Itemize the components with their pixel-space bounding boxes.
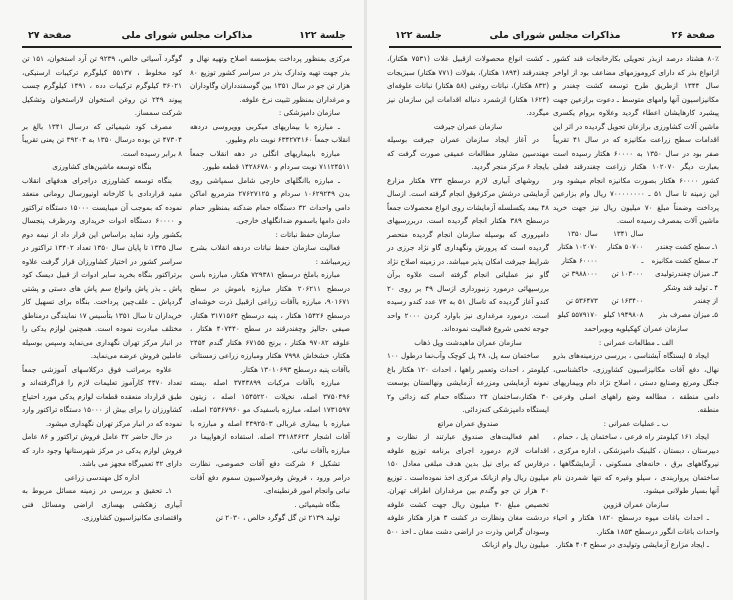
page-27 — [0, 0, 366, 600]
paragraph: گوگرد آسیائی خالص، ۹۲۳۹ تن آرد استخوان، ۱۵۱ تن کود مخلوط ، ۵۵۱۳۷ کیلوگرم ترکیبات ارسنیکی، ۳۶۰۲۱ کیلوگرم ترکیبات دده ، ۱۴۹۱ کیلوگرم چسب پیوند ۲۴۹ تن روغن استخوان لاراستخوان وتشکیل شرکت سمساز. — [22, 54, 182, 117]
table-cell: ۱۰۲۰۷۰ هکتار — [557, 243, 598, 251]
table-cell: ۵۵۷۹۱۷۰ کیلو — [557, 310, 598, 319]
table-row — [553, 241, 719, 255]
page-number: صفحة ۲۷ — [28, 30, 72, 41]
table-cell: ۵۰۷۰۰ هکتار — [607, 243, 644, 251]
paragraph: ایجاد ۱۶۱ کیلومتر راه فرعی ، ساختمان پل ، حمام ، دبیرستان ، دبستان ، کلینیک دامپزشکی ، اداره مرکزی ، نیروگاههای برق ، خانه‌های مسکونی ، آزمایشگاهها ، ساختمان پرواربندی ، سیلو وغیره که تنها شمردن نام آنها بسیار طولانی میشود. — [553, 432, 719, 495]
table-cell: ۵۳۶۴۷۳ تن — [565, 297, 598, 305]
paragraph: ۱ـ تحقیق و بررسی در زمینه مسائل مربوط به آبیاری زهکشی بهسازی اراضی ومسائل فنی واقتصادی مکانیزاسیون کشاورزی. — [22, 486, 182, 522]
session-number: جلسة ۱۲۲ — [299, 30, 346, 41]
table-cell: ـ — [641, 256, 644, 265]
page-26 — [367, 0, 733, 600]
table-cell — [553, 282, 599, 296]
text-column-left — [22, 52, 182, 525]
table-row — [553, 282, 719, 296]
section-heading: بنگاه توسعه ماشین‌های کشاورزی — [52, 162, 152, 171]
table-header-cell — [644, 228, 719, 242]
section-heading: اداره کل مهندسی زراعی — [64, 472, 140, 482]
paragraph: اهم فعالیت‌های صندوق عبارتند از نظارت و اقدامات لازم درمورد اجرای برنامه توزیع علوفه درفارس که برای نیل بدین هدف مبلغی معادل ۱۵۰ میلیون ریال وام ازبانک مرکزی اخذ نموده‌است . توزیع ۳۰ هزار تن جو وگندم بین مرغداران اطراف تهران. تخصیص مبلغ ۳۰ میلیون ریال جهت کشت علوفه دردشت مغان ونظارت در کشت ۳ هزار هکتار علوفه وسودان گراس وذرت در اراضی دشت مغان ـ اخذ ۵۰۰ میلیون ریال وام ازبانک — [387, 432, 549, 549]
paragraph: مبارزه بابیماریهای انگلی در دهه انقلاب جمعاً ۷۱۱۲۴۵۱۱ نوبت سردام و ۱۴۲۸۶۷۸۰ قطعه طیور. — [190, 148, 350, 171]
table-cell: از چغندر — [693, 297, 718, 305]
page-header — [389, 28, 721, 46]
section-heading: سازمان حفظ نباتات : — [275, 229, 340, 239]
table-cell: ۳ـ میزان چغندرتولیدی — [655, 270, 718, 278]
paragraph: بنگاه توسعه کشاورزی دراجرای هدفهای انقلاب مفید قراردادی با کارخانه اونیورسال رومانی منعقد نموده که بموجب آن میبایست ۱۵۰۰۰ دستگاه تراکتور و ۶۰۰۰۰ دستگاه ادوات خریداری ودرظرف پنجسال بکشور وارد نماید براساس این قرار داد از نیمه دوم سال ۱۳۴۵ تا پایان سال ۱۳۵۰ تعداد ۱۳۴۰۲ تراکتور در سراسر کشور در اختیار کشاورزان قرار گرفت علاوه برتراکتور بنگاه بخرید سایر ادوات از قبیل دیسک کود پاش ـ بذر پاش وانواع سم پاش های دستی و پشتی گردپاش ـ علف‌چین پرداخت. بنگاه برای تسهیل کار خریداران تا سال ۱۳۵۱ بتأسیس ۱۷ نمایندگی درمناطق مختلف مبادرت نموده است. همچنین لوازم یدکی را در انبار مرکز تهران نگهداری می‌نماید وسپس بوسیله عاملین فروش عرضه می‌نماید. — [22, 175, 182, 360]
section-heading: سازمان عمران ماهیدشت وپل ذهاب — [414, 337, 522, 347]
page-header — [22, 28, 352, 46]
paragraph: ۸۰٪ هشتاد درصد ازبذر تحویلی بکارخانجات قند کشور ازانواع بذر که دارای کروموزمهای مضاعف بود از اواخر سال ۱۳۴۴ ازطریق طرح توسعه کشت چغندر و مکانیزاسیون آنها وامهای متوسط ـ دعوت برازعین جهت پیشبرد کارهایشان اعطاء گردید وعلاوه بروام یکسری ماشین آلات کشاورزی برازعان تحویل گردیده در اثر این اقدامات سطح زراعت مکانیزه که در سال ۴۱ تقریباً صفر بود در سال ۱۳۵۰ به ۶۰۰۰۰ هکتار رسیده است بعبارت دیگر ۱۰۲۰۷۰ هکتار زراعت چغندرقند فعلی کشور ۶۰۰۰۰ هکتار بصورت مکانیزه انجام میشود ودر این زمینه تا سال ۵۱ ـ ۷۰۰۰۰۰۰۰۰ ریال وام بزارعین پرداخت وضمناً مبلغ ۷۰ میلیون ریال نیز جهت خرید ماشین آلات بمصرف رسیده است. — [553, 54, 719, 225]
header-rule — [389, 46, 721, 48]
table-header-row — [553, 228, 719, 242]
paragraph: ـ مبارزه باانگلهای خارجی شامل سمپاشی روی بدن ۱۰۶۲۹۲۴۹ سردام و ۲۷۶۲۷۱۲۵ مترمربع اماکن دامی واحداث ۳۲ دستگاه حمام ضدکنه بمنظور حمام دادن دامها باسموم ضدانگلهای خارجی. — [190, 175, 350, 225]
header-rule — [22, 46, 352, 48]
paragraph: ـ کشت انواع محصولات ازقبیل غلات (۷۵۳۱ هکتار)، چغندرقند (۱۸۹۴ هکتار)، بقولات (۷۷۱ هکتار) سبزیجات (۸۳۲ هکتار)، نباتات روغنی (۵۸ هکتار) نباتات علوفه‌ای (۱۶۲۴ هکتار) ازشمرد دنباله اقدامات این سازمان نیز میگردد. — [387, 54, 550, 117]
table-cell: ۶۰۰۰۰ هکتار — [561, 256, 598, 265]
paragraph: علاوه برمراتب فوق درکلاسهای آموزشی جمعاً تعداد ۴۴۷۰ کارآموز تعلیمات لازم را فراگرفته‌اند و طبق قرارداد منعقده قطعات لوازم یدکی مورد احتیاج کشاورزان را برای بیش از ۱۵۰۰۰ دستگاه تراکتور وارد نموده که در انبار مرکز تهران نگهداری میشود. — [22, 364, 182, 428]
subsection-heading: الف ـ مطالعات عمرانی : — [598, 337, 674, 347]
table-row — [553, 255, 719, 269]
section-heading: سازمان عمران قزوین — [603, 499, 669, 509]
table-cell: ۲ـ سطح کشت مکانیزه — [651, 256, 718, 265]
text-column-left — [387, 52, 549, 552]
section-heading: سازمان عمران کهکیلویه وبویراحمد — [584, 324, 688, 333]
paragraph: ـ ایجاد مزارع آزمایشی وتولیدی در سطح ۴۰۴ هکتار. — [555, 540, 709, 549]
table-cell: ۱ـ سطح کشت چغندر — [656, 243, 718, 251]
table-cell: ۴ ـ تولید قند وشکر — [663, 283, 718, 292]
table-cell: ۱۰۳۰۰۰ تن — [611, 270, 644, 278]
page-number: صفحة ۲۶ — [671, 30, 715, 41]
paragraph: روشهای آبیاری لازم درسطح ۷۴۳ هکتار مزارع آزمایشی درشش مرکزفوق انجام گرفته است. ازسال ۴۸ ببعد یکسلسله آزمایشات روی انواع محصولات جمعاً درسطح ۳۸۹ هکتار انجام گردیده است. دربررسیهای دامپروری که بوسیله سازمان انجام گردیده منحصر گردیده است که پرورش ونگهداری گاو نژاد جرزی در شرایط جیرفت امکان پذیر میباشد. در زمینه اصلاح نژاد گاو نیز عملیاتی انجام گرفته است علاوه برآن بررسیهائی درمورد زنبورداری ازسال ۴۹ بر روی ۲۰ کندو آغاز گردیده که تاسال ۵۱ به ۷۴ عدد کندو رسیده است. درمورد مرغداری نیز باوارد کردن ۲۰۰۰ واحد جوجه تخمی شروع فعالیت نموده‌اند. — [386, 175, 550, 333]
paragraph: تولید ۲۱۳۹ تن گل گوگرد خالص ، ۲۰۳۰ تن — [215, 513, 340, 522]
table-header-cell: سال ۱۳۴۱ — [613, 229, 644, 238]
table-row — [553, 268, 719, 282]
section-heading: صندوق عمران مراتع — [437, 418, 499, 428]
table-cell: ۱۶۳۴۰۰ تن — [611, 297, 644, 305]
paragraph: ـ احداث باغات میوه درسطح ۱۸۲۰ هکتار و احیاء واحداث باغات انگور درسطح ۱۸۵۳ هکتار. — [553, 513, 719, 536]
paragraph: تشکیل ۶ شرکت دفع آفات خصوصی، نظارت درامر ورود ، فروش وفرمولاسیون سموم دفع آفات نباتی وانجام امور قرنطینه‌ای. — [190, 459, 350, 495]
publication-title: مذاکرات مجلس شورای ملی — [121, 30, 253, 41]
publication-title: مذاکرات مجلس شورای ملی — [489, 30, 621, 41]
paragraph: در آغاز ایجاد سازمان عمران جیرفت بوسیله مهندسین مشاور مطالعات عمیقی صورت گرفت که بایجاد ۶ مرکز منجر گردید. — [387, 135, 549, 171]
table-cell: ۵ـ میزان مصرف بذر — [658, 310, 718, 319]
text-column-right — [190, 52, 350, 525]
paragraph: فعالیت سازمان حفظ نباتات دردهه انقلاب بشرح زیرمیباشد : — [190, 243, 350, 266]
paragraph: مصرف کود شیمیائی که درسال ۱۳۴۱ بالغ بر ۴۷۳۰۴ تن بوده درسال ۱۳۵۰ به ۳۹۲۰۴ تن یعنی تقریباً ۸ برابر رسیده است. — [22, 121, 182, 158]
table-cell — [599, 282, 645, 296]
session-number: جلسة ۱۲۲ — [395, 30, 442, 41]
paragraph: ـ مبارزه با بیماریهای میکربی وویروسی دردهه انقلاب جمعاً ۶۳۴۲۷۴۱۶۰ نوبت دام وطیور. — [190, 121, 350, 144]
paragraph: در حال حاضر ۴۲ عامل فروش تراکتور و ۸۶ عامل فروش لوازم یدکی در مرکز شهرستانها وجود دارد که دارای ۴۲ تعمیرگاه مجهز می باشد. — [22, 432, 182, 468]
text-column-right — [553, 52, 719, 552]
subsection-heading: ب ـ عملیات عمرانی : — [603, 418, 669, 428]
sugar-beet-stats-table — [553, 228, 719, 323]
table-header-cell: سال ۱۳۵۰ — [567, 229, 598, 238]
paragraph: مرکزی بمنظور پرداخت بمؤسسه اصلاح وتهیه نهال و بذر جهت تهیه وتدارک بذر در سراسر کشور توزیع ۸۰ هزار تن جو در سال ۱۳۵۱ بین گوسفندداران وگاوداران و مرغداران بمنظور تثبیت نرخ علوفه. — [190, 54, 350, 104]
paragraph: ساختمان سه پل، ۴۸ پل کوچک وآب‌نما درطول ۱۰۰ کیلومتر ، احداث وتعمیر راهها ، احداث ۱۲۰ هکتار باغ نمونه آزمایشی ومزرعه آزمایشی ونهالستان بوسعت ۳۰ هکتار،ساختمان ۲۴ دستگاه حمام کنه زدائی و۲ ایستگاه دامپزشکی کنه‌زدائی. — [387, 351, 549, 414]
paragraph: مبارزه باآفات مرکبات ۳۷۴۳۸۹۹ اصله ،پسته ۳۷۵۰۴۹۶ اصله، نخیلات ۱۵۴۵۲۲۰ اصله ، زیتون ۱۷۳۱۵۹۷ اصله، مبارزه باسفیدک مو ۲۵۴۶۷۹۶۰ اصله، مبارزه با بیماری غربالی ۴۴۹۲۵۰۳ اصله و مبارزه با آفات اشجار ۳۴۱۸۴۶۲۴ اصله. استفاده ازهواپیما در مبارزه باآفات نباتی. — [190, 378, 351, 455]
paragraph: مبارزه باملخ درسطح ۷۲۹۳۸۱ هکتار، مبارزه باسن درسطح ۲۰۶۲۱۱ هکتار مبارزه باموش در سطح ۹۰۱۶۷۱، مبارزه باآفات زراعی ازقبیل ذرت خوشه‌ای درسطح ۱۵۴۲۶ هکتار ، پنبه درسطح ۳۱۷۱۵۶۴ هکتار، صیفی ،جالیز وچغندرقند در سطح ۴۰۷۴۴۰ هکتار ، علوفه ۹۷۰۸۲ هکتار ، برنج ۶۷۱۵۵ هکتار گندم ۲۴۵۴ هکتار، خشخاش ۷۹۹۸ هکتار ومبارزه زراعی زمستانی باآفات پنبه درسطح ۱۳۰۱۰۶۹۳ هکتار. — [190, 270, 351, 374]
table-row — [553, 295, 719, 309]
section-heading: سازمان دامپزشکی : — [278, 108, 340, 117]
section-heading: بنگاه شیمیائی . — [294, 499, 340, 509]
paragraph: ایجاد ۵ ایستگاه آبشناسی ، بررسی درزمینه‌های بذرو نهال، دفع آفات مکانیزاسیون کشاورزی، خاکشناسی، جنگل ومرتع وصنایع دستی ، اصلاح نژاد دام وبیماریهای دامی منطقه ، مطالعه وضع راههای اصلی وفرعی منطقه. — [553, 351, 719, 414]
table-cell: ۳۹۸۸۰۰۰ تن — [561, 270, 598, 278]
table-row — [553, 309, 719, 323]
section-heading: سازمان عمران جیرفت — [433, 121, 503, 131]
table-cell: ۱۹۴۹۸۰۸ کیلو — [603, 310, 644, 319]
